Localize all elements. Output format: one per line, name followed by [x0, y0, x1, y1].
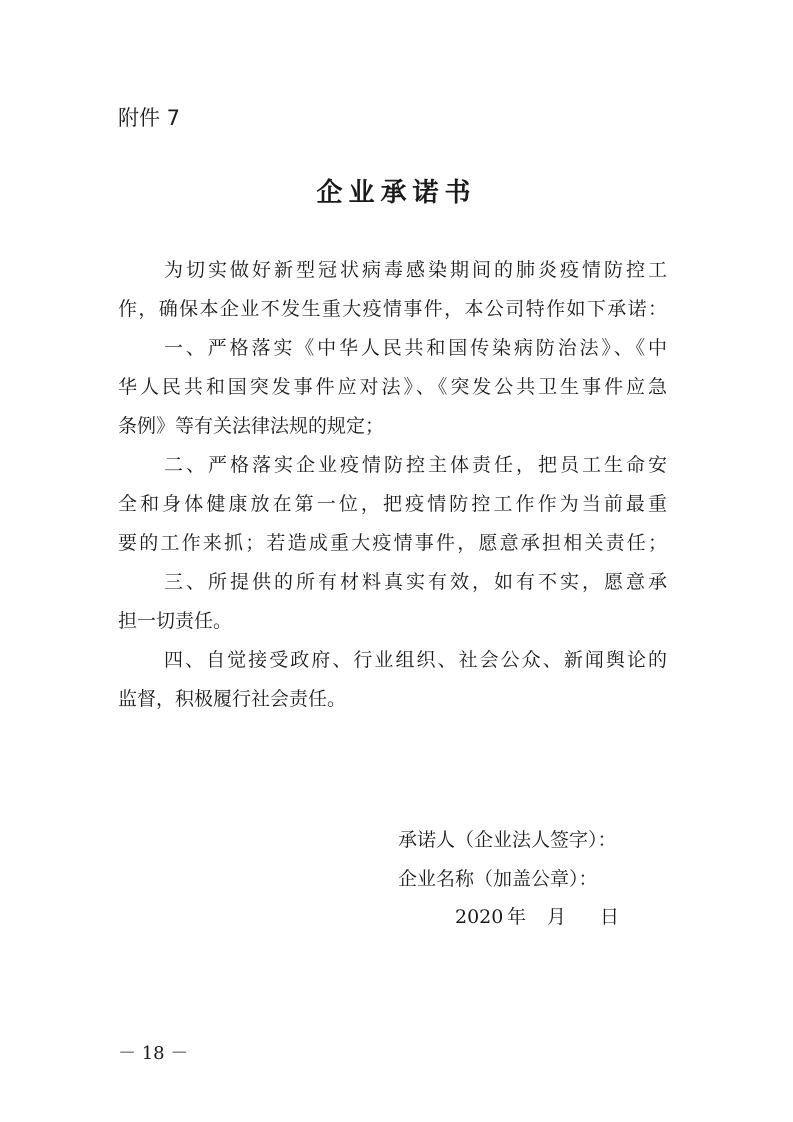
- body-line: 二、严格落实企业疫情防控主体责任，把员工生命安: [164, 454, 667, 476]
- body-line: 条例》等有关法律法规的规定；: [118, 415, 385, 437]
- body-line: 三、所提供的所有材料真实有效，如有不实，愿意承: [164, 571, 667, 593]
- body-line: 华人民共和国突发事件应对法》、《突发公共卫生事件应急: [118, 376, 667, 398]
- body-line: 全和身体健康放在第一位，把疫情防控工作作为当前最重: [118, 493, 667, 515]
- signer-label: 承诺人（企业法人签字）：: [398, 829, 617, 851]
- date-year-unit: 年: [507, 906, 527, 928]
- attachment-label: 附件 7: [118, 106, 181, 130]
- body-line: 监督，积极履行社会责任。: [118, 688, 347, 710]
- body-line: 要的工作来抓；若造成重大疫情事件，愿意承担相关责任；: [118, 532, 667, 554]
- body-line: 担一切责任。: [118, 610, 233, 632]
- body-line: 四、自觉接受政府、行业组织、社会公众、新闻舆论的: [164, 649, 667, 671]
- company-name-label: 企业名称（加盖公章）：: [398, 868, 598, 890]
- page-number: － 18 －: [118, 1043, 189, 1064]
- document-title: 企业承诺书: [316, 178, 477, 208]
- date-month-unit: 月: [547, 906, 567, 928]
- date-year: 2020: [455, 906, 504, 928]
- body-line: 为切实做好新型冠状病毒感染期间的肺炎疫情防控工: [164, 259, 667, 281]
- body-line: 作，确保本企业不发生重大疫情事件，本公司特作如下承诺：: [118, 298, 667, 320]
- body-line: 一、严格落实《中华人民共和国传染病防治法》、《中: [164, 337, 667, 359]
- date-day-unit: 日: [600, 906, 620, 928]
